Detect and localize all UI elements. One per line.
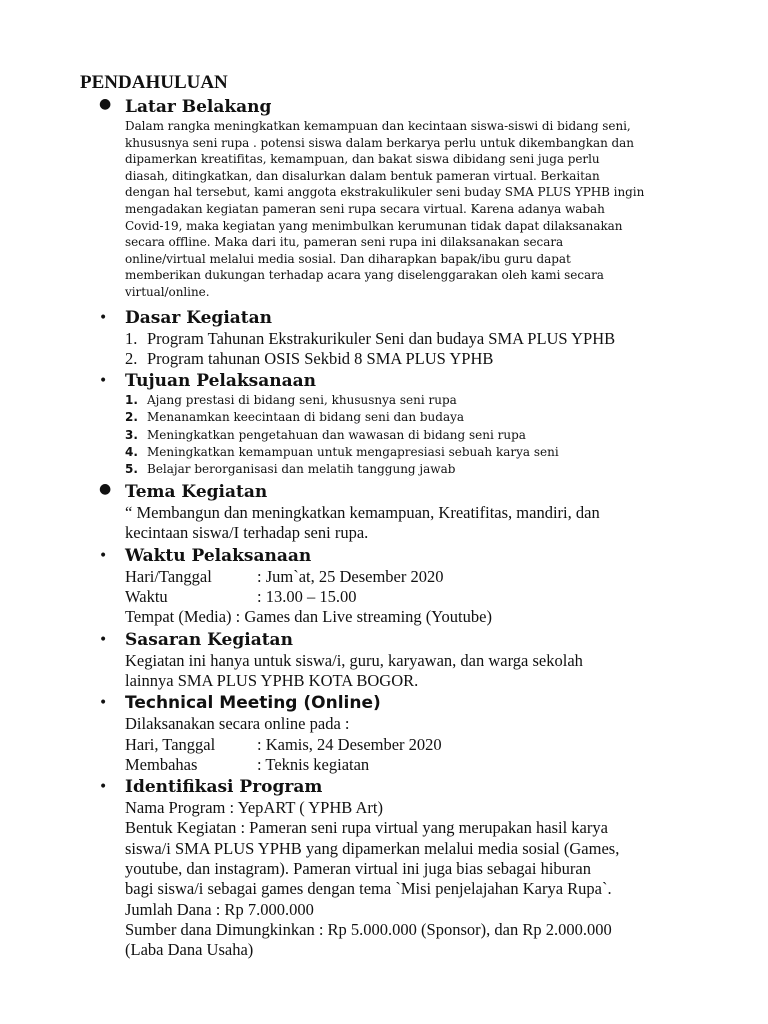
tema-line: “ Membangun dan meningkatkan kemampuan, Kreatifitas, mandiri, dan <box>125 503 600 523</box>
paragraph-line: secara offline. Maka dari itu, pameran seni rupa ini dilaksanakan secara <box>125 235 564 250</box>
paragraph-line: dipamerkan kreatifitas, kemampuan, dan bakat siswa dibidang seni juga perlu <box>125 152 600 167</box>
meeting-row: Membahas : Teknis kegiatan <box>125 754 370 774</box>
sasaran-line: Kegiatan ini hanya untuk siswa/i, guru, karyawan, dan warga sekolah <box>125 650 583 670</box>
paragraph-line: virtual/online. <box>125 284 210 299</box>
paragraph-line: diasah, ditingkatkan, dan disalurkan dalam bentuk pameran virtual. Berkaitan <box>125 168 600 183</box>
list-item: 3. Meningkatkan pengetahuan dan wawasan di bidang seni rupa <box>125 427 526 442</box>
bullet-icon: ● <box>99 96 112 112</box>
list-item: 2. Menanamkan keecintaan di bidang seni dan budaya <box>125 410 465 425</box>
bullet-icon: • <box>99 309 108 326</box>
bullet-icon: ● <box>99 481 112 498</box>
section-identifikasi-program <box>80 776 700 960</box>
section-sasaran-kegiatan <box>80 629 700 692</box>
technical-intro: Dilaksanakan secara online pada : <box>125 714 350 734</box>
paragraph-line: Dalam rangka meningkatkan kemampuan dan kecintaan siswa-siswi di bidang seni, <box>125 119 631 133</box>
identifikasi-line: youtube, dan instagram). Pameran virtual ini juga bias sebagai hiburan <box>125 859 591 878</box>
identifikasi-line: (Laba Dana Usaha) <box>125 940 254 960</box>
section-technical-meeting <box>80 692 700 775</box>
section-latar-belakang <box>80 96 700 301</box>
list-item: 1. Program Tahunan Ekstrakurikuler Seni dan budaya SMA PLUS YPHB <box>125 328 616 348</box>
section-tujuan-pelaksanaan <box>80 370 700 478</box>
paragraph-line: khususnya seni rupa . potensi siswa dalam berkarya perlu untuk dikembangkan dan <box>125 135 634 150</box>
identifikasi-line: siswa/i SMA PLUS YPHB yang dipamerkan melalui media sosial (Games, <box>125 838 620 858</box>
list-item: 2. Program tahunan OSIS Sekbid 8 SMA PLUS YPHB <box>125 348 494 368</box>
identifikasi-line: Nama Program : YepART ( YPHB Art) <box>125 798 383 818</box>
document-title: PENDAHULUAN <box>80 72 228 93</box>
section-waktu-pelaksanaan <box>80 545 700 628</box>
list-item: 4. Meningkatkan kemampuan untuk mengapresiasi sebuah karya seni <box>125 444 559 459</box>
section-heading: Dasar Kegiatan <box>125 307 273 328</box>
bullet-icon: • <box>99 695 108 712</box>
section-heading: Technical Meeting (Online) <box>125 693 381 714</box>
section-tema-kegiatan <box>80 481 700 544</box>
document-page <box>80 72 700 960</box>
dasar-list <box>125 329 700 370</box>
schedule-row: Waktu : 13.00 – 15.00 <box>125 587 357 607</box>
paragraph-line: memberikan dukungan terhadap acara yang diselenggarakan oleh kami secara <box>125 268 604 283</box>
identifikasi-line: bagi siswa/i sebagai games dengan tema `Misi penjelajahan Karya Rupa`. <box>125 879 612 899</box>
schedule-row: Hari/Tanggal : Jum`at, 25 Desember 2020 <box>125 566 444 586</box>
latar-paragraph <box>125 118 700 301</box>
bullet-icon: • <box>99 631 108 648</box>
section-heading: Tema Kegiatan <box>125 482 268 503</box>
paragraph-line: online/virtual melalui media sosial. Dan diharapkan bapak/ibu guru dapat <box>125 251 571 266</box>
identifikasi-line: Bentuk Kegiatan : Pameran seni rupa virtual yang merupakan hasil karya <box>125 818 608 838</box>
paragraph-line: mengadakan kegiatan pameran seni rupa secara virtual. Karena adanya wabah <box>125 201 605 216</box>
bullet-icon: • <box>99 547 108 564</box>
tema-line: kecintaan siswa/I terhadap seni rupa. <box>125 523 369 543</box>
tempat-line: Tempat (Media) : Games dan Live streaming (Youtube) <box>125 607 492 627</box>
section-heading: Identifikasi Program <box>125 777 323 798</box>
section-heading: Tujuan Pelaksanaan <box>125 371 316 392</box>
meeting-row: Hari, Tanggal : Kamis, 24 Desember 2020 <box>125 734 442 754</box>
identifikasi-line: Sumber dana Dimungkinkan : Rp 5.000.000 (Sponsor), dan Rp 2.000.000 <box>125 919 612 939</box>
section-dasar-kegiatan <box>80 307 700 370</box>
paragraph-line: dengan hal tersebut, kami anggota ekstrakulikuler seni buday SMA PLUS YPHB ingin <box>125 185 645 200</box>
bullet-icon: • <box>99 373 108 390</box>
bullet-icon: • <box>99 779 108 796</box>
paragraph-line: Covid-19, maka kegiatan yang menimbulkan kerumunan tidak dapat dilaksanakan <box>125 218 623 233</box>
identifikasi-line: Jumlah Dana : Rp 7.000.000 <box>125 899 314 919</box>
section-heading: Sasaran Kegiatan <box>125 629 293 650</box>
section-heading: Waktu Pelaksanaan <box>125 545 312 566</box>
sasaran-line: lainnya SMA PLUS YPHB KOTA BOGOR. <box>125 670 419 690</box>
list-item: 5. Belajar berorganisasi dan melatih tanggung jawab <box>125 461 456 476</box>
list-item: 1. Ajang prestasi di bidang seni, khususnya seni rupa <box>125 393 457 408</box>
section-heading: Latar Belakang <box>125 97 272 117</box>
tujuan-list <box>125 392 700 478</box>
